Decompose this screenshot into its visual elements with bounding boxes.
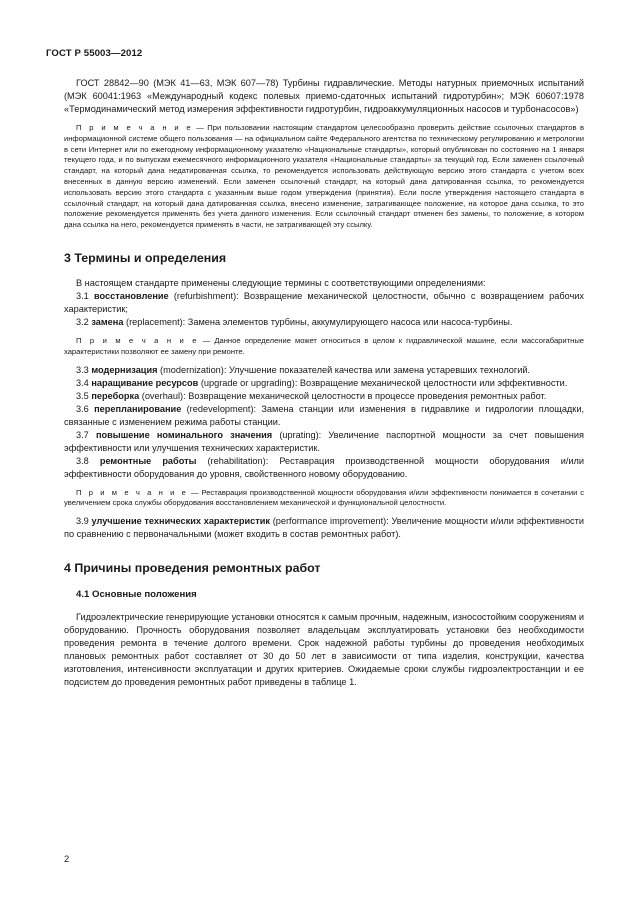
section-3-title: 3 Термины и определения [64, 250, 227, 265]
normative-reference: ГОСТ 28842—90 (МЭК 41—63, МЭК 607—78) Турбины гидравлические. Методы натурных приемочных испытаний (МЭК 60041:1963 «Международный кодекс полевых приемо-сдаточных испытаний гидротурбин»; МЭК 60607:1978 «Термодинамический метод измерения эффективности гидротурбин, гидроаккумуляционных насосов и турбонасосов») [64, 78, 584, 114]
term-name: замена [91, 316, 124, 327]
term-3-6 [64, 403, 584, 429]
term-3-3 [64, 364, 584, 377]
term-definition: (overhaul): Возвращение механической целостности в процессе проведения ремонтных работ. [139, 390, 547, 401]
term-definition: (redevelopment): Замена станции или изменения в гидравлике и гидрологии площадки, связанные с изменением режима работы станции. [64, 403, 585, 427]
page-number: 2 [64, 853, 70, 864]
term-3-2-note [64, 336, 584, 358]
term-3-9 [64, 515, 584, 541]
term-3-8-note [64, 488, 584, 510]
term-number: 3.9 [76, 516, 92, 527]
term-name: восстановление [93, 290, 169, 301]
term-definition: (rehabilitation): Реставрация производственной мощности оборудования и/или эффективности оборудования до уровня, свойственного новому оборудованию. [64, 455, 585, 479]
term-3-1 [64, 290, 584, 316]
term-number: 3.1 [76, 290, 94, 301]
term-definition: (modernization): Улучшение показателей качества или замена устаревших технологий. [157, 364, 531, 375]
term-3-5 [64, 390, 584, 403]
term-name: модернизация [91, 364, 158, 375]
term-number: 3.2 [76, 316, 92, 327]
term-name: повышение номинального значения [95, 429, 273, 440]
term-3-8 [64, 455, 584, 481]
term-definition: (upgrade or upgrading): Возвращение механической целостности или эффективности. [198, 377, 568, 388]
term-number: 3.3 [76, 364, 92, 375]
note-label: П р и м е ч а н и е [76, 123, 193, 132]
note-text: — Реставрация производственной мощности оборудования и/или эффективности понимается в сочетании с увеличением срока службы оборудования восстановлением механической и функциональной целостности. [64, 487, 585, 508]
section-4-title: 4 Причины проведения ремонтных работ [64, 561, 321, 576]
term-definition: (refurbishment): Возвращение механической целостности, обычно с возвращением рабочих характеристик; [64, 290, 584, 314]
term-name: перепланирование [94, 403, 182, 414]
term-number: 3.6 [76, 403, 95, 414]
note-label: П р и м е ч а н и е [76, 487, 189, 497]
subsection-4-1-title: 4.1 Основные положения [76, 589, 197, 601]
term-definition: (performance improvement): Увеличение мощности и/или эффективности по сравнению с первоначальными (может входить в состав ремонтных работ). [64, 516, 584, 540]
page-content [64, 77, 584, 689]
term-name: ремонтные работы [99, 455, 197, 466]
term-name: переборка [91, 390, 140, 401]
section-3-intro: В настоящем стандарте применены следующие термины с соответствующими определениями: [76, 277, 486, 288]
term-name: наращивание ресурсов [91, 377, 199, 388]
reference-note [64, 123, 584, 231]
document-header: ГОСТ Р 55003—2012 [46, 48, 143, 59]
note-text: — При пользовании настоящим стандартом целесообразно проверить действие ссылочных стандартов в информационной системе общего пользования — на официальном сайте Федерального агентства по техническому регулированию и метрологии в сети Интернет или по ежегодному информационному указателю «Национальные стандарты», который опубликован по состоянию на 1 января текущего года, и по выпускам ежемесячного информационного указателя «Национальные стандарты» за текущий год. Если заменен ссылочный стандарт, на который дана недатированная ссылка, то рекомендуется использовать действующую версию этого стандарта с учетом всех внесенных в данную версию изменений. Если заменен ссылочный стандарт, на который дана датированная ссылка, то рекомендуется использовать версию этого стандарта с указанным выше годом утверждения (принятия). Если после утверждения настоящего стандарта в ссылочный стандарт, на который дана датированная ссылка, внесено изменение, затрагивающее положение, на которое дана ссылка, то это положение рекомендуется применять без учета данного изменения. Если ссылочный стандарт отменен без замены, то положение, в котором дана ссылка на него, рекомендуется применять в части, не затрагивающей эту ссылку. [64, 123, 584, 230]
note-label: П р и м е ч а н и е [76, 335, 199, 345]
term-3-7 [64, 429, 584, 455]
term-3-4 [64, 377, 584, 390]
term-name: улучшение технических характеристик [91, 516, 270, 527]
section-4-1-paragraph: Гидроэлектрические генерирующие установки относятся к самым прочным, надежным, износостойким сооружениям и оборудованию. Прочность оборудования позволяет владельцам эксплуатировать установки без необходимости проведения ремонта в течение долгого времени. Срок надежной работы турбины до проведения необходимых плановых ремонтных работ составляет от 30 до 50 лет в зависимости от типа изделия, конструкции, качества изготовления, интенсивности эксплуатации и других критериев. Ожидаемые сроки службы гидроэлектростанции и ее подсистем до проведения ремонтных работ приведены в таблице 1. [64, 612, 584, 688]
term-number: 3.7 [76, 429, 96, 440]
term-number: 3.5 [76, 390, 92, 401]
note-text: — Данное определение может относиться в целом к гидравлической машине, если массогабаритные характеристики позволяют ее замену при ремонте. [64, 335, 584, 356]
term-definition: (replacement): Замена элементов турбины, аккумулирующего насоса или насоса-турбины. [123, 316, 513, 327]
term-number: 3.8 [76, 455, 100, 466]
term-definition: (uprating): Увеличение паспортной мощности за счет повышения эффективности или улучшения технических характеристик. [64, 429, 584, 453]
term-3-2 [64, 316, 584, 329]
term-number: 3.4 [76, 377, 92, 388]
